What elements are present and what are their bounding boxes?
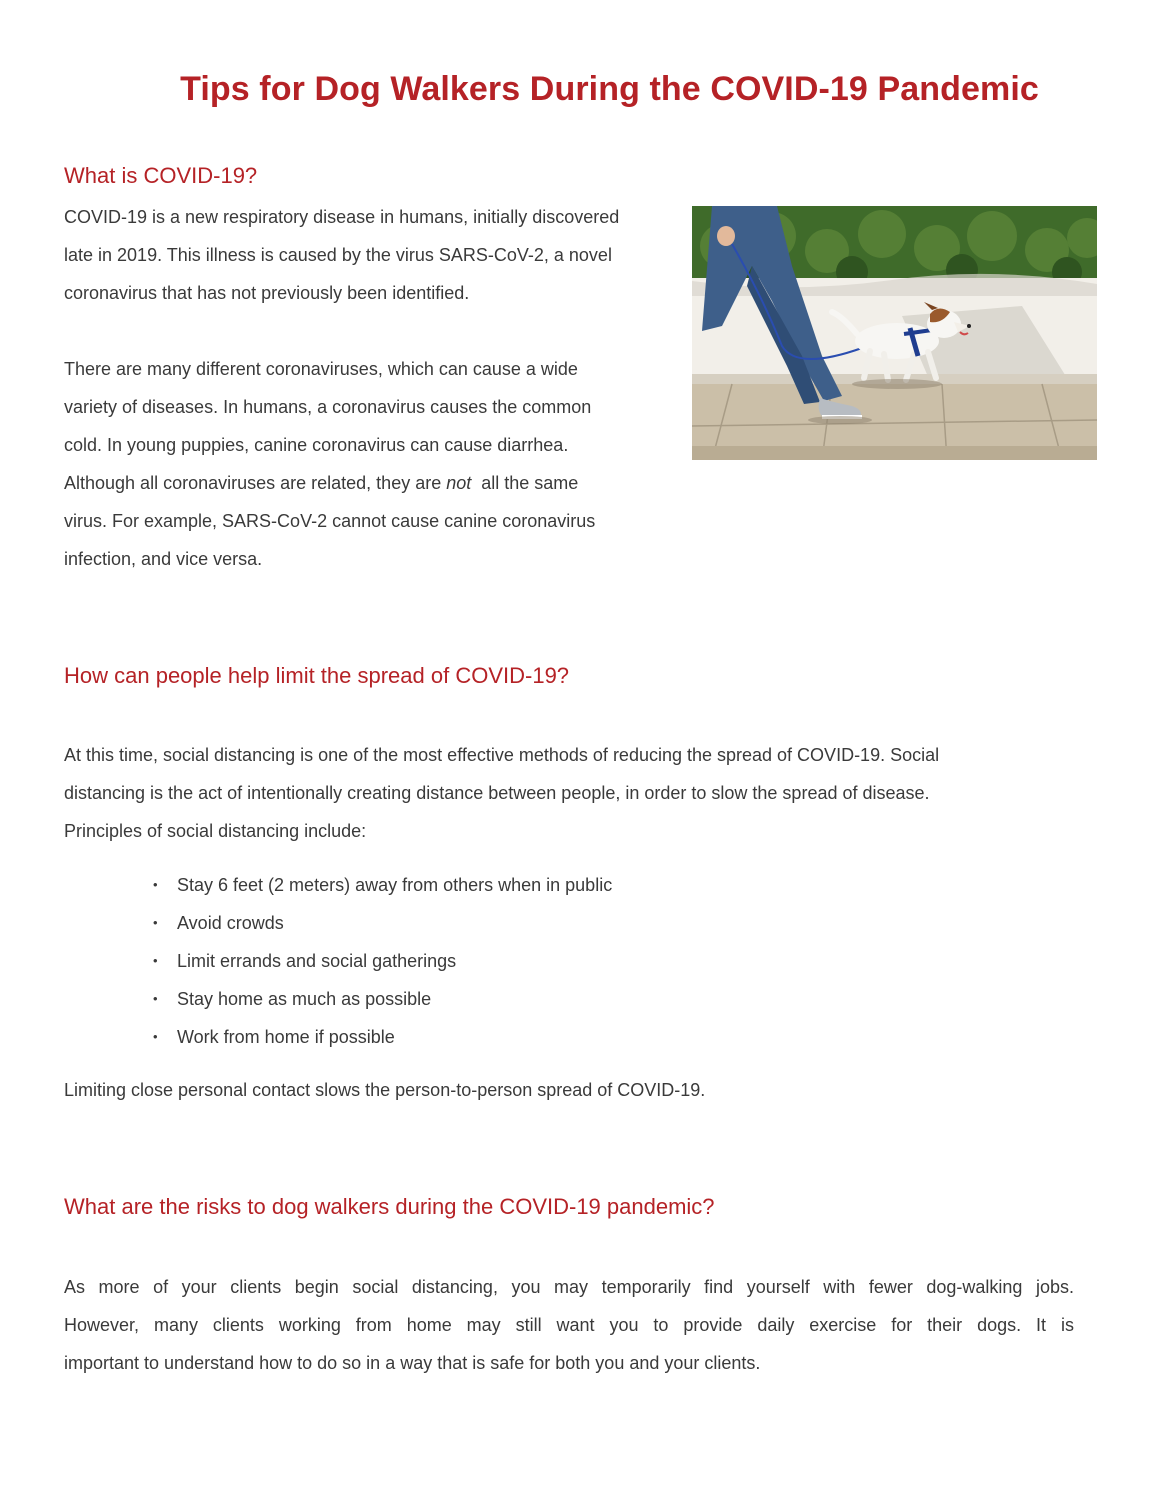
text-line: infection, and vice versa.: [64, 549, 263, 569]
list-item-text: Work from home if possible: [177, 1027, 395, 1047]
list-item: [150, 980, 612, 1018]
list-item-text: Avoid crowds: [177, 913, 284, 933]
text-line: coronavirus that has not previously been identified.: [64, 283, 470, 303]
section-heading-what-is-covid: What is COVID-19?: [64, 163, 258, 188]
text-line: cold. In young puppies, canine coronavirus can cause diarrhea.: [64, 435, 569, 455]
list-item: [150, 942, 612, 980]
paragraph-dog-walker-risks: [64, 1268, 1074, 1382]
text-line: [64, 464, 679, 502]
bullet-icon: •: [153, 953, 158, 968]
bullet-icon: •: [153, 991, 158, 1006]
text-line: As more of your clients begin social distancing, you may temporarily find yourself with fewer dog-walking jobs.: [64, 1277, 1074, 1297]
text-line: late in 2019. This illness is caused by the virus SARS-CoV-2, a novel: [64, 245, 612, 265]
emphasis-not: not: [446, 473, 472, 493]
text-line: variety of diseases. In humans, a coronavirus causes the common: [64, 397, 592, 417]
paragraph-coronaviruses: [64, 350, 679, 578]
list-item-text: Limit errands and social gatherings: [177, 951, 457, 971]
bullet-icon: •: [153, 1029, 158, 1044]
text-line: There are many different coronaviruses, which can cause a wide: [64, 359, 578, 379]
text-span: Although all coronaviruses are related, they are: [64, 473, 447, 493]
section-heading-limit-spread: How can people help limit the spread of COVID-19?: [64, 663, 570, 688]
paragraph-social-distancing: [64, 736, 1074, 850]
list-item-text: Stay 6 feet (2 meters) away from others when in public: [177, 875, 613, 895]
list-item: [150, 1018, 612, 1056]
social-distancing-list: [150, 866, 612, 1056]
text-line: At this time, social distancing is one of the most effective methods of reducing the spread of COVID-19. Social: [64, 745, 940, 765]
bullet-icon: •: [153, 877, 158, 892]
text-line: Principles of social distancing include:: [64, 821, 367, 841]
bullet-icon: •: [153, 915, 158, 930]
paragraph-covid-intro: [64, 198, 679, 312]
text-line: important to understand how to do so in a way that is safe for both you and your clients.: [64, 1353, 761, 1373]
text-line: virus. For example, SARS-CoV-2 cannot cause canine coronavirus: [64, 511, 596, 531]
text-span: all the same: [471, 473, 579, 493]
dog-walking-photo: [692, 206, 1097, 460]
text-line: distancing is the act of intentionally creating distance between people, in order to slow the spread of disease.: [64, 783, 930, 803]
list-item: [150, 866, 612, 904]
section-heading-dog-walker-risks: What are the risks to dog walkers during the COVID-19 pandemic?: [64, 1194, 715, 1219]
page-title: Tips for Dog Walkers During the COVID-19 Pandemic: [180, 70, 1039, 108]
text-line: COVID-19 is a new respiratory disease in humans, initially discovered: [64, 207, 620, 227]
paragraph-closing: Limiting close personal contact slows the person-to-person spread of COVID-19.: [64, 1080, 706, 1100]
text-line: However, many clients working from home may still want you to provide daily exercise for their dogs. It is: [64, 1315, 1074, 1335]
list-item-text: Stay home as much as possible: [177, 989, 432, 1009]
list-item: [150, 904, 612, 942]
